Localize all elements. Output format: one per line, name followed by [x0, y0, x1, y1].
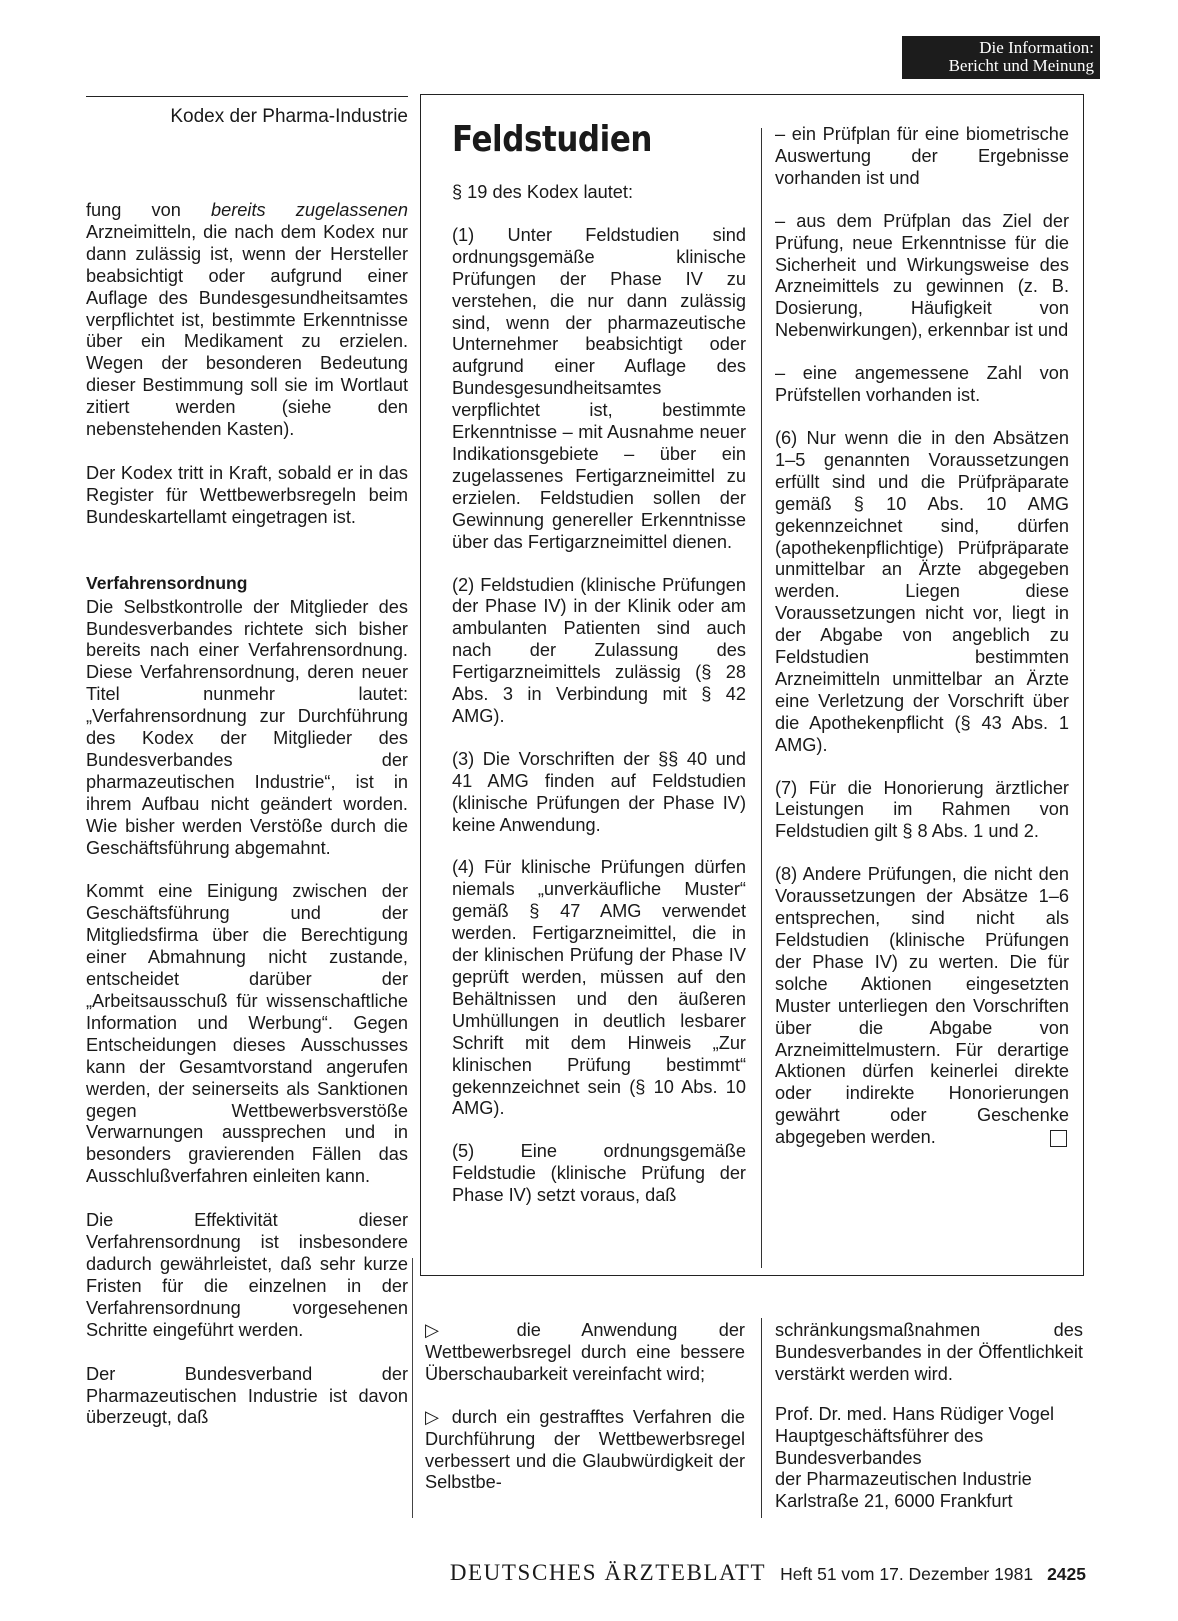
left-column	[86, 200, 408, 1451]
end-mark-square-icon	[1050, 1130, 1067, 1147]
author-address: Karlstraße 21, 6000 Frankfurt	[775, 1491, 1013, 1512]
column-rule	[412, 1258, 413, 1518]
p1-rest: Arzneimitteln, die nach dem Kodex nur dann zulässig ist, wenn der Hersteller beabsichtigt oder aufgrund einer Auflage des Bundesgesundheitsamtes verpflichtet ist, bestimmte Erkenntnisse über ein Medikament zu erzielen. Wegen der besonderen Bedeutung dieser Bestimmung soll sie im Wortlaut zitiert werden (siehe den nebenstehenden Kasten).	[86, 221, 408, 440]
box-dash-item-1: – ein Prüfplan für eine biometrische Auswertung der Ergebnisse vorhanden ist und	[775, 124, 1069, 188]
section-badge	[902, 36, 1100, 79]
left-paragraph-6: Der Bundesverband der Pharmazeutischen Industrie ist davon überzeugt, daß	[86, 1363, 408, 1428]
section-title: Kodex der Pharma-Industrie	[170, 106, 408, 127]
author-role-2: Bundesverbandes	[775, 1447, 922, 1468]
bullet-item-1	[425, 1320, 745, 1386]
box-paragraph-4: (4) Für klinische Prüfungen dürfen niemals „unverkäufliche Muster“ gemäß § 47 AMG verwendet werden. Fertigarzneimittel, die in der klinischen Prüfung der Phase IV geprüft werden, müssen auf den Behältnissen und den äußeren Umhüllungen in deutlich lesbarer Schrift mit dem Hinweis „Zur klinischen Prüfung bestimmt“ gekennzeichnet sein (§ 10 Abs. 10 AMG).	[452, 857, 746, 1119]
box-paragraph-6: (6) Nur wenn die in den Absätzen 1–5 genannten Voraussetzungen erfüllt sind und die Prüfpräparate gemäß § 10 Abs. 10 AMG gekennzeichnet sind, dürfen (apothekenpflichtige) Prüfpräparate unmittelbar an Ärzte abgegeben werden. Liegen diese Voraussetzungen nicht vor, liegt in der Abgabe von angeblich zu Feldstudien bestimmten Arzneimitteln unmittelbar an Ärzte eine Verletzung der Vorschrift über die Apothekenpflicht (§ 43 Abs. 1 AMG).	[775, 427, 1069, 755]
box-paragraph-8	[775, 864, 1069, 1149]
box-paragraph-2: (2) Feldstudien (klinische Prüfungen der Phase IV) in der Klinik oder am ambulanten Patienten sind auch nach der Zulassung des Fertigarzneimittels zulässig (§ 28 Abs. 3 in Verbindung mit § 42 AMG).	[452, 574, 746, 726]
box-column-1	[452, 182, 746, 1228]
bottom-column-1	[425, 1320, 745, 1515]
issue-info: Heft 51 vom 17. Dezember 1981	[780, 1564, 1034, 1584]
bullet-item-1-text: die Anwendung der Wettbewerbsregel durch eine bessere Überschaubarkeit vereinfacht wird;	[425, 1320, 745, 1384]
box-paragraph-1: (1) Unter Feldstudien sind ordnungsgemäße klinische Prüfungen der Phase IV zu verstehen, die nur dann zulässig sind, wenn der pharmazeutische Unternehmer beabsichtigt oder aufgrund einer Auflage des Bundesgesundheitsamtes verpflichtet ist, bestimmte Erkenntnisse – mit Ausnahme neuer Indikationsgebiete – über ein zugelassenes Fertigarzneimittel zu erzielen. Feldstudien sollen der Gewinnung genereller Erkenntnisse über das Fertigarzneimittel dienen.	[452, 224, 746, 552]
bullet-item-2-text: durch ein gestrafftes Verfahren die Durchführung der Wettbewerbsregel verbessert und die Glaubwürdigkeit der Selbstbe-	[425, 1406, 745, 1493]
box-intro: § 19 des Kodex lautet:	[452, 182, 633, 202]
box-dash-item-2: – aus dem Prüfplan das Ziel der Prüfung, neue Erkenntnisse für die Sicherheit und Wirkungsweise des Arzneimittels zu gewinnen (z. B. Dosierung, Häufigkeit von Nebenwirkungen), erkennbar ist und	[775, 210, 1069, 341]
subheading-verfahrensordnung: Verfahrensordnung	[86, 572, 248, 593]
triangle-bullet-icon: ▷	[425, 1406, 443, 1427]
page-number: 2425	[1047, 1564, 1086, 1584]
author-organization: der Pharmazeutischen Industrie	[775, 1469, 1032, 1490]
box-title: Feldstudien	[452, 119, 653, 160]
box-paragraph-7: (7) Für die Honorierung ärztlicher Leistungen im Rahmen von Feldstudien gilt § 8 Abs. 1 und 2.	[775, 777, 1069, 842]
box-paragraph-8-text: (8) Andere Prüfungen, die nicht den Voraussetzungen der Absätze 1–6 entsprechen, sind nicht als Feldstudien (klinische Prüfungen der Phase IV) zu werten. Die für solche Aktionen eingesetzten Muster unterliegen den Vorschriften über die Abgabe von Arzneimittelmustern. Für derartige Aktionen dürfen keinerlei direkte oder indirekte Honorierungen gewährt oder Geschenke abgegeben werden.	[775, 864, 1069, 1148]
left-paragraph-4: Kommt eine Einigung zwischen der Geschäftsführung und der Mitgliedsfirma über die Berechtigung einer Abmahnung nicht zustande, entscheidet darüber der „Arbeitsausschuß für wissenschaftliche Information und Werbung“. Gegen Entscheidungen dieses Ausschusses kann der Gesamtvorstand angerufen werden, der seinerseits als Sanktionen gegen Wettbewerbsverstöße Verwarnungen aussprechen und in besonders gravierenden Fällen das Ausschlußverfahren einleiten kann.	[86, 881, 408, 1187]
p1-start: fung von	[86, 200, 212, 220]
box-paragraph-3: (3) Die Vorschriften der §§ 40 und 41 AMG finden auf Feldstudien (klinische Prüfungen der Phase IV) keine Anwendung.	[452, 748, 746, 835]
p1-emphasis: bereits zugelassenen	[211, 200, 408, 220]
box-column-2	[775, 124, 1069, 1170]
left-paragraph-2: Der Kodex tritt in Kraft, sobald er in das Register für Wettbewerbsregeln beim Bundeskartellamt eingetragen ist.	[86, 462, 408, 527]
badge-line-1: Die Information:	[979, 38, 1094, 57]
page-footer	[86, 1560, 1086, 1586]
author-role-1: Hauptgeschäftsführer des	[775, 1425, 984, 1446]
left-paragraph-1	[86, 200, 408, 441]
section-title-rule	[86, 96, 408, 97]
bottom-column-2	[775, 1320, 1083, 1531]
triangle-bullet-icon: ▷	[425, 1320, 476, 1340]
author-name: Prof. Dr. med. Hans Rüdiger Vogel	[775, 1403, 1055, 1424]
badge-line-2: Bericht und Meinung	[948, 56, 1094, 75]
bullet-item-2	[425, 1407, 745, 1495]
left-paragraph-5: Die Effektivität dieser Verfahrensordnung ist insbesondere dadurch gewährleistet, daß sehr kurze Fristen für die einzelnen in der Verfahrensordnung vorgesehenen Schritte eingeführt werden.	[86, 1210, 408, 1340]
bottom-continuation: schränkungsmaßnahmen des Bundesverbandes in der Öffentlichkeit verstärkt werden wird.	[775, 1320, 1083, 1384]
box-column-divider	[761, 128, 762, 1268]
author-block	[775, 1404, 1083, 1514]
bottom-column-divider	[761, 1318, 762, 1518]
left-paragraph-3: Die Selbstkontrolle der Mitglieder des Bundesverbandes richtete sich bisher bereits nach einer Verfahrensordnung. Diese Verfahrensordnung, deren neuer Titel nunmehr lautet: „Verfahrensordnung zur Durchführung des Kodex der Mitglieder des Bundesverbandes der pharmazeutischen Industrie“, ist in ihrem Aufbau nicht geändert worden. Wie bisher werden Verstöße durch die Geschäftsführung abgemahnt.	[86, 596, 408, 858]
box-paragraph-5: (5) Eine ordnungsgemäße Feldstudie (klinische Prüfung der Phase IV) setzt voraus, daß	[452, 1141, 746, 1206]
box-dash-item-3: – eine angemessene Zahl von Prüfstellen vorhanden ist.	[775, 363, 1069, 406]
journal-name: DEUTSCHES ÄRZTEBLATT	[449, 1560, 767, 1585]
